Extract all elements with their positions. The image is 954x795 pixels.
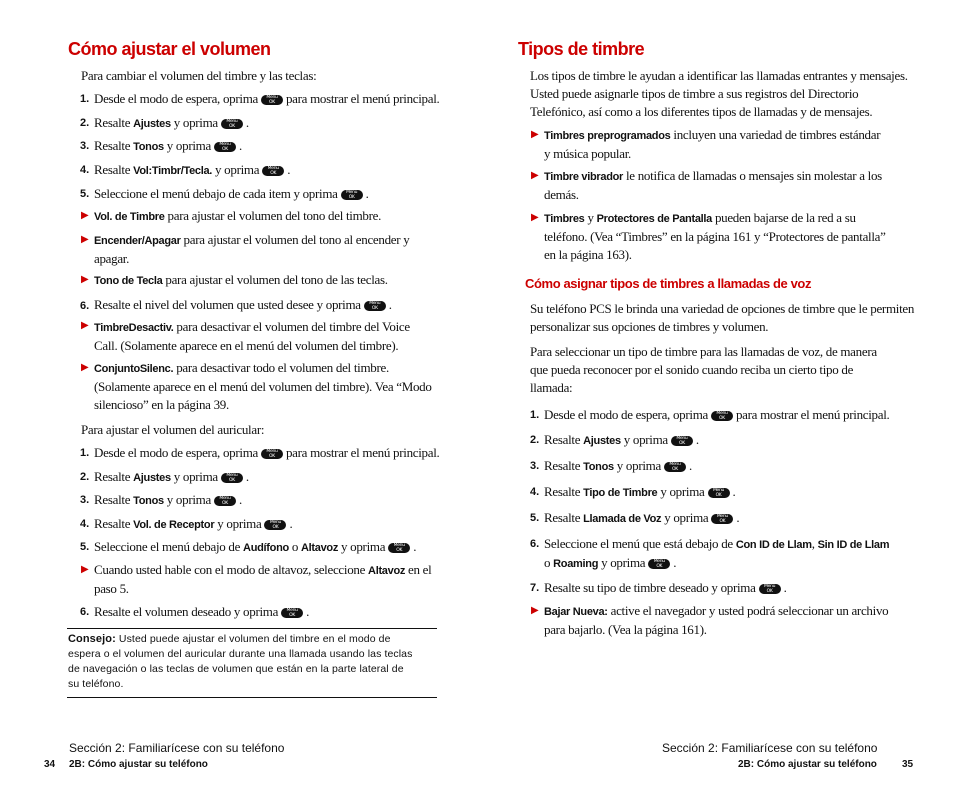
step-number: 6. <box>530 538 540 550</box>
menu-ok-key-icon: Menu OK <box>664 462 686 472</box>
section-subtitle: Cómo asignar tipos de timbres a llamadas de voz <box>525 276 812 291</box>
menu-ok-key-icon: Menu OK <box>261 95 283 105</box>
menu-ok-key-icon: Menu OK <box>388 543 410 553</box>
menu-ok-key-icon: Menu OK <box>262 166 284 176</box>
step-number: 2. <box>530 434 540 446</box>
bullet-bajar-nueva: Bajar Nueva: active el navegador y usted podrá seleccionar un archivo para bajarlo. (Vea la página 161). <box>544 603 889 637</box>
menu-ok-key-icon: Menu OK <box>711 411 733 421</box>
intro-paragraph: Los tipos de timbre le ayudan a identificar las llamadas entrantes y mensajes. Usted puede asignarle tipos de timbre a sus registros del Directorio Telefónico, así como a los diferentes tipos de llamadas y de mensajes. <box>530 68 908 119</box>
auricular-step-4: Resalte Vol. de Receptor y oprima Menu OK . <box>94 516 293 531</box>
step-number: 6. <box>80 300 90 312</box>
step-number: 4. <box>80 518 90 530</box>
tip-label: Consejo: <box>68 633 116 645</box>
step-1: Desde el modo de espera, oprima Menu OK para mostrar el menú principal. <box>94 91 440 106</box>
footer-section: Sección 2: Familiarícese con su teléfono <box>662 741 878 755</box>
bullet-arrow-icon: ▶ <box>81 234 89 245</box>
step-number: 1. <box>80 447 90 459</box>
step-5: Seleccione el menú debajo de cada item y oprima Menu OK . <box>94 186 369 201</box>
step-number: 6. <box>80 606 90 618</box>
menu-ok-key-icon: Menu OK <box>214 496 236 506</box>
bullet-timbre-desactiv: TimbreDesactiv. para desactivar el volumen del timbre del Voice Call. (Solamente aparece en el menú del volumen del timbre). <box>94 319 410 353</box>
menu-ok-key-icon: Menu OK <box>261 449 283 459</box>
step-6: Resalte el nivel del volumen que usted desee y oprima Menu OK . <box>94 297 392 312</box>
auricular-step-6: Resalte el volumen deseado y oprima Menu OK . <box>94 604 310 619</box>
tip-box: Consejo: Usted puede ajustar el volumen del timbre en el modo de espera o el volumen del auricular durante una llamada usando las teclas de navegación o las teclas de volumen que están en la parte lateral de su teléfono. <box>67 628 437 698</box>
page-number: 34 <box>44 759 56 770</box>
bullet-arrow-icon: ▶ <box>81 210 89 221</box>
menu-ok-key-icon: Menu OK <box>264 520 286 530</box>
step-number: 7. <box>530 582 540 594</box>
bullet-arrow-icon: ▶ <box>531 170 539 181</box>
step-number: 4. <box>80 164 90 176</box>
intro-text: Para cambiar el volumen del timbre y las teclas: <box>81 68 317 83</box>
auricular-step-2: Resalte Ajustes y oprima Menu OK . <box>94 469 249 484</box>
bullet-vol-timbre: Vol. de Timbre para ajustar el volumen del tono del timbre. <box>94 208 382 223</box>
footer-chapter: 2B: Cómo ajustar su teléfono <box>69 759 208 770</box>
step-number: 3. <box>80 494 90 506</box>
bullet-timbre-vibrador: Timbre vibrador le notifica de llamadas o mensajes sin molestar a los demás. <box>544 168 882 202</box>
step-number: 4. <box>530 486 540 498</box>
menu-ok-key-icon: Menu OK <box>214 142 236 152</box>
menu-ok-key-icon: Menu OK <box>648 559 670 569</box>
step-number: 5. <box>80 541 90 553</box>
menu-ok-key-icon: Menu OK <box>281 608 303 618</box>
menu-ok-key-icon: Menu OK <box>221 119 243 129</box>
page-title: Tipos de timbre <box>518 39 645 59</box>
footer-section: Sección 2: Familiarícese con su teléfono <box>69 741 285 755</box>
bullet-arrow-icon: ▶ <box>81 362 89 373</box>
step-number: 5. <box>80 188 90 200</box>
step-number: 2. <box>80 117 90 129</box>
menu-ok-key-icon: Menu OK <box>708 488 730 498</box>
intro-text-auricular: Para ajustar el volumen del auricular: <box>81 422 265 437</box>
bullet-arrow-icon: ▶ <box>531 212 539 223</box>
step-number: 2. <box>80 471 90 483</box>
menu-ok-key-icon: Menu OK <box>671 436 693 446</box>
step-2: Resalte Ajustes y oprima Menu OK . <box>544 432 699 447</box>
auricular-step-5: Seleccione el menú debajo de Audífono o Altavoz y oprima Menu OK . <box>94 539 417 554</box>
menu-ok-key-icon: Menu OK <box>364 301 386 311</box>
paragraph-select: Para seleccionar un tipo de timbre para las llamadas de voz, de manera que pueda reconocer por el sonido cuando reciba un cierto tipo de llamada: <box>530 344 877 395</box>
menu-ok-key-icon: Menu OK <box>759 584 781 594</box>
step-4: Resalte Vol:Timbr/Tecla. y oprima Menu OK . <box>94 162 291 177</box>
step-5: Resalte Llamada de Voz y oprima Menu OK . <box>544 510 740 525</box>
step-2: Resalte Ajustes y oprima Menu OK . <box>94 115 249 130</box>
menu-ok-key-icon: Menu OK <box>711 514 733 524</box>
step-1: Desde el modo de espera, oprima Menu OK para mostrar el menú principal. <box>544 407 890 422</box>
page-number: 35 <box>902 759 914 770</box>
menu-ok-key-icon: Menu OK <box>341 190 363 200</box>
step-number: 3. <box>80 140 90 152</box>
auricular-step-3: Resalte Tonos y oprima Menu OK . <box>94 492 242 507</box>
bullet-timbres-protectores: Timbres y Protectores de Pantalla pueden bajarse de la red a su teléfono. (Vea “Timbres” en la página 161 y “Protectores de pantalla” en la página 163). <box>544 210 886 262</box>
page-title: Cómo ajustar el volumen <box>68 39 271 59</box>
step-6: Seleccione el menú que está debajo de Con ID de Llam, Sin ID de Llam o Roaming y oprima Menu OK . <box>544 536 890 570</box>
bullet-tono-tecla: Tono de Tecla para ajustar el volumen del tono de las teclas. <box>94 272 388 287</box>
menu-ok-key-icon: Menu OK <box>221 473 243 483</box>
paragraph-pcs: Su teléfono PCS le brinda una variedad de opciones de timbre que le permiten personalizar sus opciones de timbres y volumen. <box>530 301 915 334</box>
step-number: 1. <box>530 409 540 421</box>
bullet-arrow-icon: ▶ <box>531 605 539 616</box>
bullet-altavoz: Cuando usted hable con el modo de altavoz, seleccione Altavoz en el paso 5. <box>94 562 432 596</box>
step-number: 1. <box>80 93 90 105</box>
step-7: Resalte su tipo de timbre deseado y oprima Menu OK . <box>544 580 787 595</box>
bullet-conjunto-silenc: ConjuntoSilenc. para desactivar todo el volumen del timbre. (Solamente aparece en el menú del volumen del timbre). Vea “Modo silencioso” en la página 39. <box>94 360 432 412</box>
step-number: 5. <box>530 512 540 524</box>
bullet-arrow-icon: ▶ <box>81 274 89 285</box>
bullet-timbres-preprogramados: Timbres preprogramados incluyen una variedad de timbres estándar y música popular. <box>544 127 881 161</box>
step-number: 3. <box>530 460 540 472</box>
step-4: Resalte Tipo de Timbre y oprima Menu OK . <box>544 484 736 499</box>
step-3: Resalte Tonos y oprima Menu OK . <box>544 458 692 473</box>
bullet-arrow-icon: ▶ <box>81 564 89 575</box>
bullet-encender: Encender/Apagar para ajustar el volumen del tono al encender y apagar. <box>94 232 410 266</box>
footer-chapter: 2B: Cómo ajustar su teléfono <box>738 759 877 770</box>
bullet-arrow-icon: ▶ <box>531 129 539 140</box>
step-3: Resalte Tonos y oprima Menu OK . <box>94 138 242 153</box>
auricular-step-1: Desde el modo de espera, oprima Menu OK para mostrar el menú principal. <box>94 445 440 460</box>
bullet-arrow-icon: ▶ <box>81 320 89 331</box>
